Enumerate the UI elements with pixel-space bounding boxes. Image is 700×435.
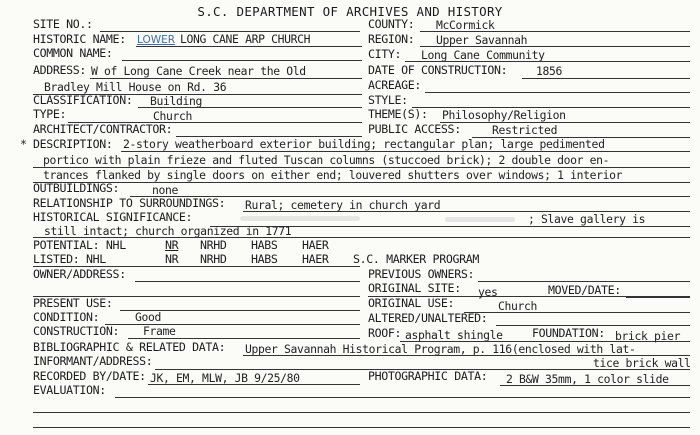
listed-nr: NR [165,252,179,266]
theme-line [440,122,690,123]
description-value-3: trances flanked by single doors on either end; louvered shutters over windows; 1 interior [43,168,623,182]
outbuildings-label: OUTBUILDINGS: [33,181,120,195]
original-use-label: ORIGINAL USE: [368,296,455,310]
marker-program-label: S.C. MARKER PROGRAM [353,252,479,266]
faded-text-smear [240,216,360,221]
bibliographic-value-2: tice brick wall [593,356,691,370]
listed-label: LISTED: NHL [33,252,106,266]
historical-significance-line-2 [33,237,690,238]
description-line-3 [33,182,690,183]
previous-owners-line-1 [478,281,690,282]
photographic-data-label: PHOTOGRAPHIC DATA: [368,369,488,383]
potential-habs: HABS [251,238,278,252]
historic-name-handwritten: LOWER [137,34,176,46]
original-site-label: ORIGINAL SITE: [368,281,461,295]
listed-habs: HABS [251,252,278,266]
construction-label: CONSTRUCTION: [33,324,120,338]
construction-line [128,338,360,339]
city-value: Long Cane Community [421,48,545,62]
region-line [420,46,690,47]
region-value: Upper Savannah [436,33,528,47]
photographic-data-value: 2 B&W 35mm, 1 color slide [506,372,669,386]
listed-nrhd: NRHD [200,252,227,266]
owner-address-label: OWNER/ADDRESS: [33,267,126,281]
address-value-1: W of Long Cane Creek near the Old [91,64,306,78]
evaluation-line-1 [115,397,690,398]
potential-label: POTENTIAL: NHL [33,238,126,252]
condition-value: Good [135,310,162,324]
historical-significance-label: HISTORICAL SIGNIFICANCE: [33,210,193,224]
theme-value: Philosophy/Religion [442,108,566,122]
description-value-1: 2-story weatherboard exterior building; rectangular plan; large pedimented [123,137,605,151]
evaluation-line-2 [33,412,690,413]
classification-label: CLASSIFICATION: [33,93,133,107]
recorded-by-date-value: JK, EM, MLW, JB 9/25/80 [150,371,300,385]
architect-label: ARCHITECT/CONTRACTOR: [33,122,173,136]
description-label: DESCRIPTION: [33,137,113,151]
bibliographic-label: BIBLIOGRAPHIC & RELATED DATA: [33,340,226,354]
bibliographic-value-1: Upper Savannah Historical Program, p. 116(enclosed with lat- [245,342,636,356]
historical-significance-value-1: ; Slave gallery is [528,212,646,226]
moved-date-label: MOVED/DATE: [548,283,621,297]
description-line-1 [121,151,690,152]
condition-label: CONDITION: [33,310,100,324]
potential-nrhd: NRHD [200,238,227,252]
date-of-construction-value: 1856 [536,64,563,78]
type-label: TYPE: [33,107,67,121]
card-title: S.C. DEPARTMENT OF ARCHIVES AND HISTORY [197,4,503,19]
acreage-label: ACREAGE: [368,78,422,92]
county-label: COUNTY: [368,17,415,31]
theme-label: THEME(S): [368,107,428,121]
listed-haer: HAER [302,252,329,266]
faded-text-smear [445,217,515,222]
relationship-label: RELATIONSHIP TO SURROUNDINGS: [33,196,226,210]
type-value: Church [153,109,193,123]
historic-name-line [136,46,362,47]
original-use-line [464,312,690,313]
previous-owners-label: PREVIOUS OWNERS: [368,267,475,281]
style-label: STYLE: [368,93,408,107]
moved-date-line [626,297,690,298]
description-value-2: portico with plain frieze and fluted Tuscan columns (stuccoed brick); 2 double door en- [43,153,610,167]
site-no-label: SITE NO.: [33,17,93,31]
owner-address-line-1 [135,281,360,282]
classification-value: Building [150,94,203,108]
construction-value: Frame [143,324,176,338]
county-value: McCormick [436,18,495,32]
acreage-line [425,92,690,93]
description-asterisk: * [20,137,27,151]
city-line [405,61,690,62]
county-line [420,31,690,32]
common-name-label: COMMON NAME: [33,46,113,60]
city-label: CITY: [368,47,402,61]
potential-haer: HAER [302,238,329,252]
historic-name-value: LONG CANE ARP CHURCH [180,32,311,46]
public-access-label: PUBLIC ACCESS: [368,122,461,136]
informant-address-label: INFORMANT/ADDRESS: [33,354,153,368]
potential-nr: NR [165,238,179,252]
evaluation-line-3 [33,427,690,428]
common-name-line [122,60,362,61]
roof-label: ROOF: [368,326,402,340]
recorded-by-date-label: RECORDED BY/DATE: [33,369,146,383]
public-access-value: Restricted [492,123,558,137]
present-use-label: PRESENT USE: [33,296,113,310]
original-use-value: Church [498,299,538,313]
photographic-data-line [500,385,690,386]
relationship-value: Rural; cemetery in church yard [245,198,441,212]
foundation-label: FOUNDATION: [532,326,605,340]
date-of-construction-label: DATE OF CONSTRUCTION: [368,63,508,77]
recorded-by-date-line [148,384,360,385]
evaluation-label: EVALUATION: [33,383,106,397]
address-line-1 [90,78,362,79]
foundation-value: brick pier [615,329,681,343]
address-label: ADDRESS: [33,63,87,77]
date-of-construction-line [522,78,690,79]
original-site-value: yes [478,285,498,299]
region-label: REGION: [368,32,415,46]
address-value-2: Bradley Mill House on Rd. 36 [44,80,227,94]
outbuildings-value: none [152,183,179,197]
historic-name-label: HISTORIC NAME: [33,32,126,46]
historical-significance-value-2: still intact; church organized in 1771 [44,224,292,238]
classification-line [138,107,362,108]
roof-value: asphalt shingle [405,328,503,342]
altered-unaltered-label: ALTERED/UNALTERED: [368,311,488,325]
